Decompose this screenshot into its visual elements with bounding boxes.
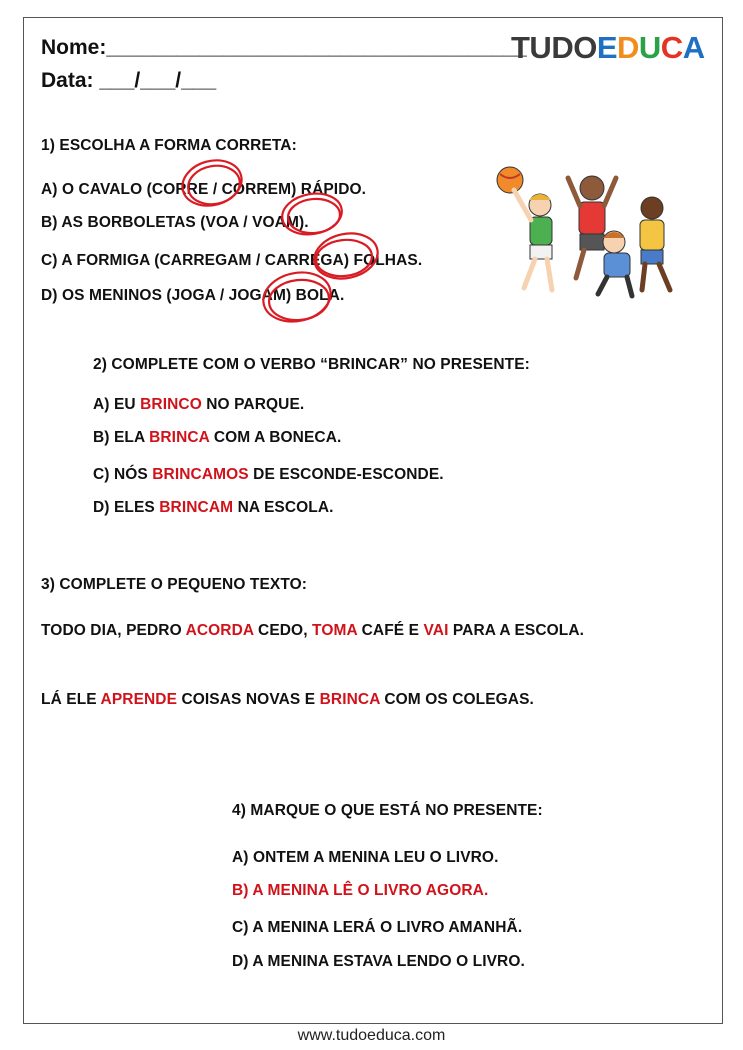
question-3-title: 3) COMPLETE O PEQUENO TEXTO: xyxy=(41,576,308,593)
q1-item-b: B) AS BORBOLETAS (VOA / VOAM). xyxy=(41,214,309,231)
q2-answer-c: BRINCAMOS xyxy=(152,466,249,483)
q4-item-a: A) ONTEM A MENINA LEU O LIVRO. xyxy=(232,849,499,866)
q2-item-a: A) EU BRINCO NO PARQUE. xyxy=(93,396,305,413)
q3-answer-vai: VAI xyxy=(423,622,449,639)
q3-answer-brinca: BRINCA xyxy=(319,691,380,708)
question-2-title: 2) COMPLETE COM O VERBO “BRINCAR” NO PRESENTE: xyxy=(93,356,530,373)
q3-line-1: TODO DIA, PEDRO ACORDA CEDO, TOMA CAFÉ E VAI PARA A ESCOLA. xyxy=(41,622,585,639)
q1-item-d: D) OS MENINOS (JOGA / JOGAM) BOLA. xyxy=(41,287,345,304)
q2-item-d: D) ELES BRINCAM NA ESCOLA. xyxy=(93,499,334,516)
question-1-title: 1) ESCOLHA A FORMA CORRETA: xyxy=(41,137,297,154)
q4-item-b-correct: B) A MENINA LÊ O LIVRO AGORA. xyxy=(232,882,489,899)
date-field[interactable]: Data: ___/___/___ xyxy=(41,69,217,92)
tudoeduca-logo: TUDOEDUCA xyxy=(511,30,705,65)
q3-line-2: LÁ ELE APRENDE COISAS NOVAS E BRINCA COM OS COLEGAS. xyxy=(41,691,534,708)
q1-item-a: A) O CAVALO (CORRE / CORREM) RÁPIDO. xyxy=(41,181,367,198)
q4-item-d: D) A MENINA ESTAVA LENDO O LIVRO. xyxy=(232,953,525,970)
footer-url[interactable]: www.tudoeduca.com xyxy=(297,1027,446,1044)
question-4-title: 4) MARQUE O QUE ESTÁ NO PRESENTE: xyxy=(232,802,543,819)
q2-answer-b: BRINCA xyxy=(149,429,210,446)
q4-item-c: C) A MENINA LERÁ O LIVRO AMANHÃ. xyxy=(232,919,523,936)
q2-answer-d: BRINCAM xyxy=(159,499,234,516)
q2-item-c: C) NÓS BRINCAMOS DE ESCONDE-ESCONDE. xyxy=(93,466,444,483)
q1-item-c: C) A FORMIGA (CARREGAM / CARREGA) FOLHAS. xyxy=(41,252,423,269)
q3-answer-acorda: ACORDA xyxy=(185,622,254,639)
q2-answer-a: BRINCO xyxy=(140,396,202,413)
q3-answer-aprende: APRENDE xyxy=(100,691,178,708)
name-field[interactable]: Nome:____________________________________ xyxy=(41,36,527,59)
q2-item-b: B) ELA BRINCA COM A BONECA. xyxy=(93,429,342,446)
children-playing-illustration xyxy=(492,160,692,305)
q3-answer-toma: TOMA xyxy=(312,622,358,639)
